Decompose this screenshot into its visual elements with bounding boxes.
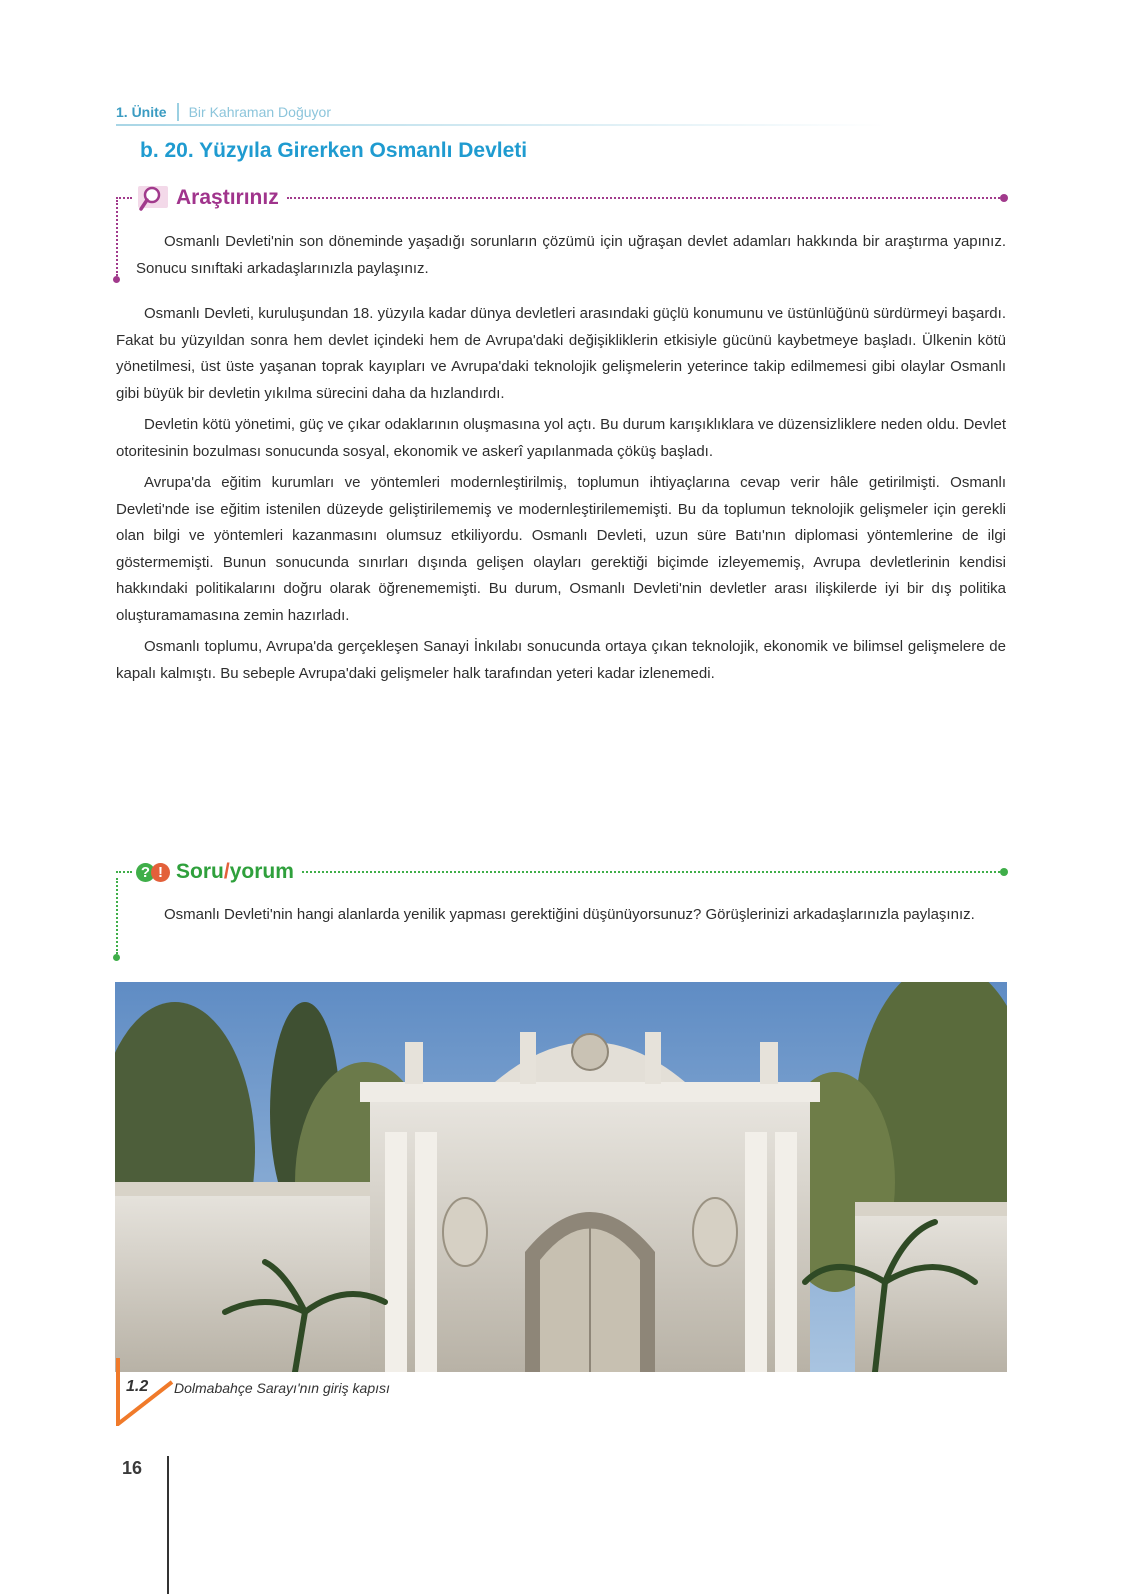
dotted-line [116,871,132,873]
dot-marker [1000,868,1008,876]
question-mark-icon: ? [136,863,155,882]
research-box-text: Osmanlı Devleti'nin son döneminde yaşadığı sorunların çözümü için uğraşan devlet adamları hakkında bir araştırma yapınız. Sonucu sınıftaki arkadaşlarınızla paylaşınız. [136,233,1006,277]
dotted-line [302,871,1000,873]
section-title: b. 20. Yüzyıla Girerken Osmanlı Devleti [140,139,528,162]
exclamation-icon: ! [151,863,170,882]
dotted-side-line [116,878,118,954]
figure-number: 1.2 [126,1378,149,1395]
label-part: Soru [176,860,224,883]
dotted-line [287,197,1000,199]
unit-title: Bir Kahraman Doğuyor [188,104,331,120]
magnifier-icon [136,183,170,213]
dotted-line [116,197,132,199]
label-part: yorum [229,860,294,883]
page-number: 16 [122,1458,143,1478]
paragraph: Devletin kötü yönetimi, güç ve çıkar odaklarının oluşmasına yol açtı. Bu durum karışıklıklara ve düzensizliklere neden oldu. Devlet otoritesinin bozulması sonucunda sosyal, ekonomik ve askerî yapılanmada çöküş başladı. [116,416,1006,460]
running-head [116,103,331,121]
paragraph: Osmanlı Devleti, kuruluşundan 18. yüzyıla kadar dünya devletleri arasındaki güçlü konumunu ve üstünlüğünü sürdürmeyi başardı. Fakat bu yüzyıldan sonra hem devlet içindeki hem de Avrupa'daki değişikliklerin etkisiyle gücünü kaybetmeye başladı. Ülkenin kötü yönetilmesi, üst üste yaşanan toprak kayıpları ve Avrupa'daki teknolojik gelişmelerin yeterince takip edilmemesi gibi olaylar Osmanlı gibi büyük bir devletin yıkılma sürecini daha da hızlandırdı. [116,305,1006,402]
palace-gate-photo [115,982,1007,1372]
page-rule [167,1456,169,1594]
research-box-label: Araştırınız [176,186,279,209]
unit-label: 1. Ünite [116,104,167,120]
header-separator [177,103,179,121]
dotted-side-line [116,200,118,276]
dot-marker [113,276,120,283]
dot-marker [1000,194,1008,202]
label-slash: / [223,860,230,883]
question-box-label [176,860,294,884]
dot-marker [113,954,120,961]
body-text [116,301,1006,692]
paragraph: Avrupa'da eğitim kurumları ve yöntemleri modernleştirilmiş, toplumun ihtiyaçlarına cevap verir hâle getirilmişti. Osmanlı Devleti'nde ise eğitim istenilen düzeyde geliştirilememiş ve modernleştirilememişti. Bu da toplumun teknolojik gelişmeler için gerekli olan bilgi ve yöntemleri kazanmasını olumsuz etkiliyordu. Osmanlı Devleti, uzun süre Batı'nın diplomasi yöntemlerine de ilgi göstermemişti. Bunun sonucunda sınırları dışında gelişen olayları gerektiği biçimde izleyememiş, Avrupa devletlerinin kendisi hakkındaki politikalarını doğru olarak öğrenememişti. Bu durum, Osmanlı Devleti'nin devletler arası ilişkilerde iyi bir dış politika oluşturamamasına zemin hazırladı. [116,474,1006,624]
figure-caption-text: Dolmabahçe Sarayı'nın giriş kapısı [174,1380,390,1396]
paragraph: Osmanlı toplumu, Avrupa'da gerçekleşen Sanayi İnkılabı sonucunda ortaya çıkan teknolojik, ekonomik ve bilimsel gelişmelere de kapalı kalmıştı. Bu sebeple Avrupa'daki gelişmeler halk tarafından yeteri kadar izlenemedi. [116,638,1006,682]
question-box-header [116,860,1008,884]
question-box-text: Osmanlı Devleti'nin hangi alanlarda yenilik yapması gerektiğini düşünüyorsunuz? Görüşlerinizi arkadaşlarınızla paylaşınız. [164,906,975,923]
header-rule [116,124,886,126]
research-box-header [116,183,1008,213]
figure-caption [116,1356,616,1426]
